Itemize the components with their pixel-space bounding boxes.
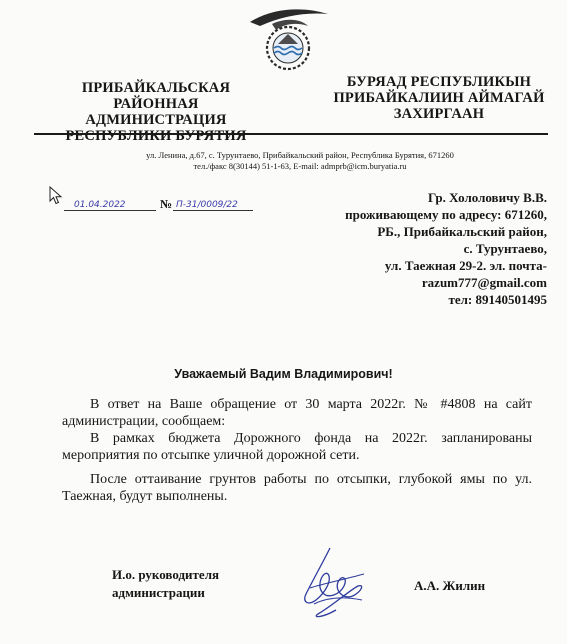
signatory-role-line: администрации bbox=[112, 585, 205, 600]
number-underline bbox=[173, 210, 253, 211]
handwritten-signature bbox=[292, 544, 372, 622]
header-right-line: ЗАХИРГААН bbox=[393, 106, 485, 122]
header-right-line: ПРИБАЙКАЛИИН АЙМАГАЙ bbox=[333, 90, 545, 106]
contact-address: ул. Ленина, д.67, с. Турунтаево, Прибайкальский район, Республика Бурятия, 671260 bbox=[146, 150, 454, 160]
republic-emblem bbox=[242, 4, 334, 72]
header-right-line: БУРЯАД РЕСПУБЛИКЫН bbox=[346, 74, 532, 90]
header-left-line: ПРИБАЙКАЛЬСКАЯ РАЙОННАЯ bbox=[81, 80, 231, 112]
mouse-cursor-icon bbox=[49, 186, 63, 206]
signatory-role-line: И.о. руководителя bbox=[112, 567, 220, 582]
paragraph-text: После оттаивание грунтов работы по отсыпки, глубокой ямы по ул. Таежная, будут выполнены. bbox=[62, 472, 532, 504]
contact-phone-email: тел./факс 8(30144) 51-1-63, E-mail: admprb@icm.buryatia.ru bbox=[193, 161, 407, 171]
letter-paragraph bbox=[62, 430, 532, 464]
contact-info bbox=[70, 150, 530, 172]
salutation: Уважаемый Вадим Владимирович! bbox=[174, 367, 393, 381]
addressee-block bbox=[300, 189, 547, 308]
date-underline bbox=[64, 210, 156, 211]
paragraph-text: В рамках бюджета Дорожного фонда на 2022г. запланированы мероприятия по отсыпке уличной дорожной сети. bbox=[62, 431, 532, 463]
registration-number-label: № bbox=[160, 197, 173, 211]
addressee-line: с. Турунтаево, bbox=[463, 241, 547, 256]
letter-paragraph bbox=[62, 471, 532, 505]
signatory-name: А.А. Жилин bbox=[414, 578, 486, 593]
registration-date: 01.04.2022 bbox=[74, 200, 126, 210]
addressee-line: razum777@gmail.com bbox=[421, 275, 547, 290]
organization-name-buryat bbox=[328, 74, 550, 122]
signatory-position bbox=[112, 566, 219, 602]
addressee-line: проживающему по адресу: 671260, bbox=[345, 207, 547, 222]
addressee-line: Гр. Хололовичу В.В. bbox=[427, 190, 547, 205]
registration-number: П-31/0009/22 bbox=[176, 200, 238, 210]
paragraph-text: В ответ на Ваше обращение от 30 марта 2022г. № #4808 на сайт администрации, сообщаем: bbox=[62, 397, 532, 429]
header-left-line: РЕСПУБЛИКИ БУРЯТИЯ bbox=[65, 128, 247, 144]
addressee-line: тел: 89140501495 bbox=[448, 292, 547, 307]
letter-paragraph bbox=[62, 396, 532, 430]
addressee-line: ул. Таежная 29-2. эл. почта- bbox=[384, 258, 547, 273]
header-divider bbox=[34, 133, 548, 135]
addressee-line: РБ., Прибайкальский район, bbox=[377, 224, 547, 239]
header-left-line: АДМИНИСТРАЦИЯ bbox=[85, 112, 227, 128]
